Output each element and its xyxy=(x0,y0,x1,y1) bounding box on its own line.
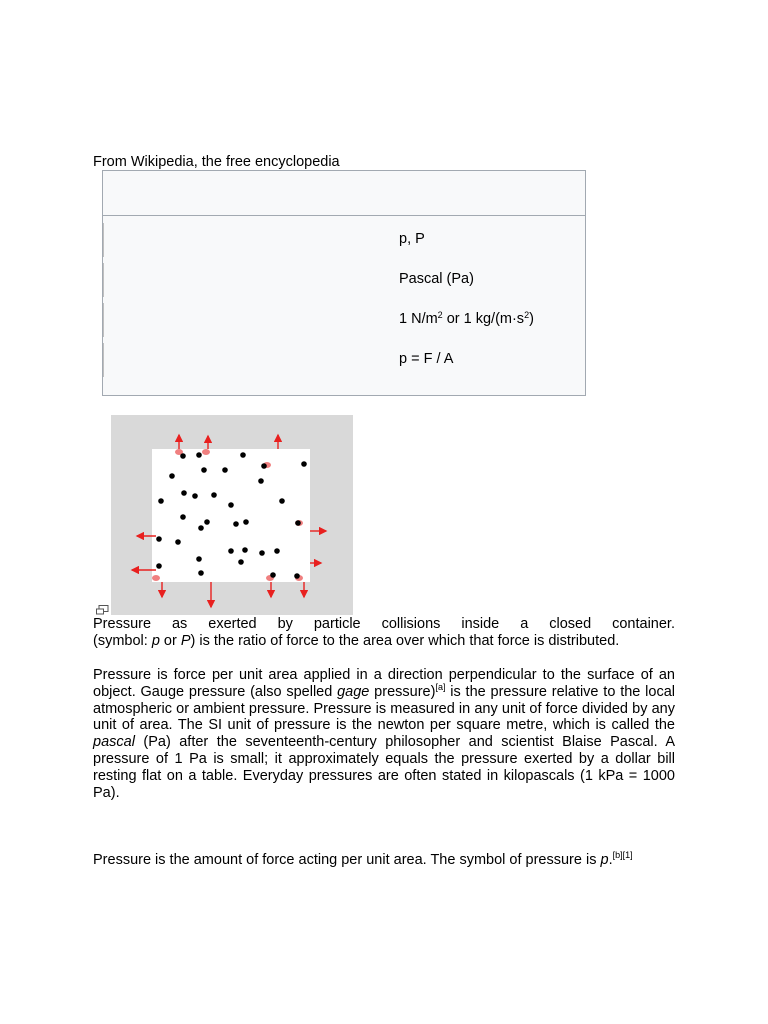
magnify-icon[interactable] xyxy=(96,605,109,615)
lead-fragment: (symbol: p or P) is the ratio of force to the area over which that force is distributed. xyxy=(93,633,620,649)
particle xyxy=(198,570,204,576)
particle xyxy=(294,573,300,579)
particle xyxy=(259,550,265,556)
footnote-ref[interactable]: [b][1] xyxy=(612,850,633,860)
particle xyxy=(181,490,187,496)
source-line: From Wikipedia, the free encyclopedia xyxy=(93,154,340,170)
particle xyxy=(192,493,198,499)
particle xyxy=(270,572,276,578)
particle xyxy=(196,452,202,458)
particle xyxy=(156,563,162,569)
row-divider xyxy=(103,263,104,297)
footnote-ref[interactable]: [a] xyxy=(435,681,446,692)
particle xyxy=(201,467,207,473)
particle xyxy=(156,536,162,542)
row-divider xyxy=(103,343,104,377)
particle xyxy=(242,547,248,553)
infobox-value: p, P xyxy=(399,231,425,247)
figure-caption: Pressure as exerted by particle collisions inside a closed container. xyxy=(93,616,675,632)
infobox-row-symbol xyxy=(103,223,585,257)
particle xyxy=(228,502,234,508)
particle xyxy=(295,520,301,526)
particle xyxy=(240,452,246,458)
particle xyxy=(301,461,307,467)
particle xyxy=(211,492,217,498)
infobox-value: 1 $N/m^2$ or 1 $kg/(m\cdot s^2)$ xyxy=(399,310,534,327)
impact-mark xyxy=(152,575,160,581)
paragraph-definition: Pressure is force per unit area applied in a direction perpendicular to the surface of an object. Gauge pressure (also spelled gage pressure)[a] is the pressure relative to the local atmospheric or ambient pressure. Pressure is measured in any unit of force divided by any unit of area. The SI unit of pressure is the newton per square metre, which is called the pascal (Pa) after the seventeenth-century philosopher and scientist Blaise Pascal. A pressure of 1 Pa is small; it approximately equals the pressure exerted by a dollar bill resting flat on a table. Everyday pressures are often stated in kilopascals (1 kPa = 1000 Pa). xyxy=(93,667,675,801)
particle xyxy=(180,453,186,459)
infobox-row-formula xyxy=(103,343,585,377)
infobox-header xyxy=(103,171,585,216)
particle xyxy=(222,467,228,473)
particle xyxy=(238,559,244,565)
paragraph-symbol: Pressure is the amount of force acting per unit area. The symbol of pressure is p.[b][1] xyxy=(93,850,633,868)
container-box xyxy=(152,449,310,582)
particle xyxy=(158,498,164,504)
particle xyxy=(204,519,210,525)
particle xyxy=(274,548,280,554)
particle xyxy=(198,525,204,531)
particle xyxy=(233,521,239,527)
particle xyxy=(175,539,181,545)
pressure-diagram-svg xyxy=(111,415,353,615)
infobox-row-si-base xyxy=(103,303,585,337)
row-divider xyxy=(103,223,104,257)
particle xyxy=(196,556,202,562)
infobox xyxy=(102,170,586,396)
infobox-value: Pascal (Pa) xyxy=(399,271,474,287)
particle xyxy=(228,548,234,554)
particle xyxy=(243,519,249,525)
pressure-diagram xyxy=(111,415,353,615)
particle xyxy=(258,478,264,484)
particle xyxy=(169,473,175,479)
infobox-value: p = F / A xyxy=(399,351,454,367)
particle xyxy=(261,463,267,469)
impact-mark xyxy=(202,449,210,455)
row-divider xyxy=(103,303,104,337)
infobox-row-unit xyxy=(103,263,585,297)
particle xyxy=(180,514,186,520)
particle xyxy=(279,498,285,504)
